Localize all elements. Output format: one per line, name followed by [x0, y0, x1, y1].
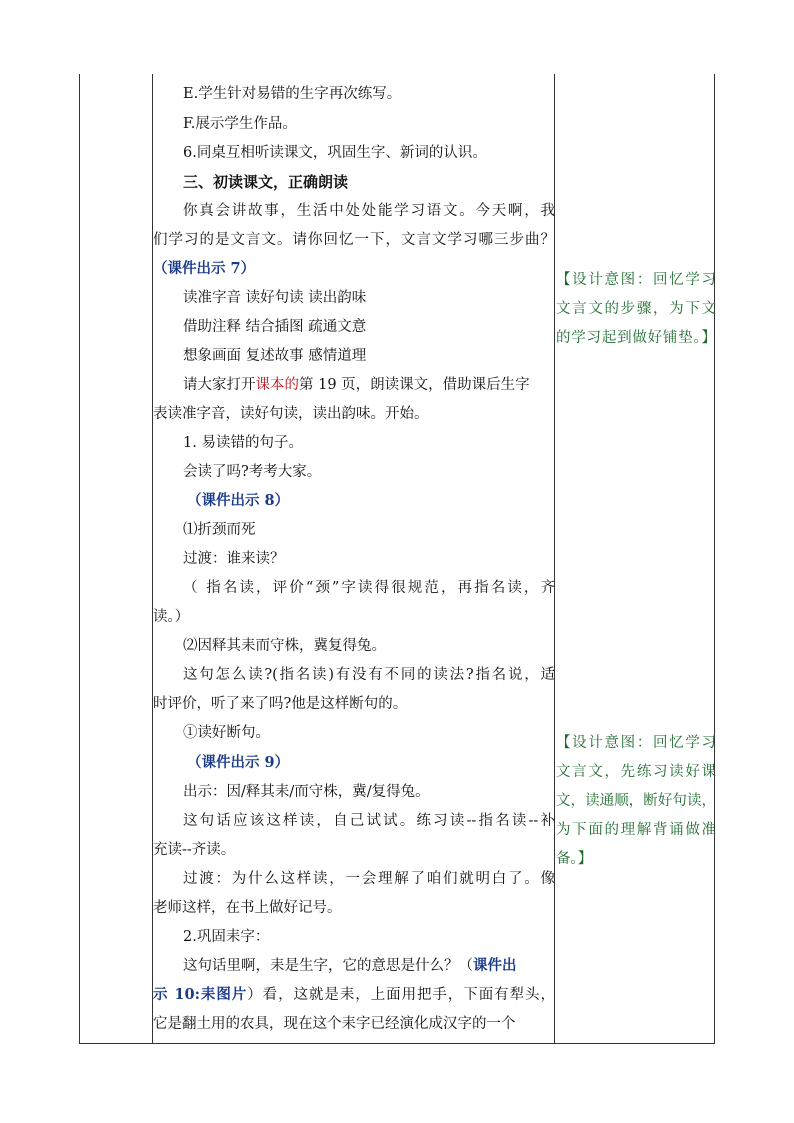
- text-line: E.学生针对易错的生字再次练写。: [183, 86, 402, 102]
- note-line: 【设计意图：回忆学习: [556, 272, 716, 288]
- text-line: 借助注释 结合插图 疏通文意: [183, 319, 367, 335]
- text-line: 们学习的是文言文。请你回忆一下，文言文学习哪三步曲？: [153, 232, 555, 248]
- lesson-plan-table: [79, 74, 715, 1044]
- text-line: 示 10:耒图片）看，这就是耒，上面用把手，下面有犁头，: [153, 986, 555, 1003]
- text-line: 过渡：谁来读？: [183, 551, 285, 567]
- text-line: （ 指名读，评价“颈”字读得很规范，再指名读，齐: [183, 580, 555, 596]
- text-line: 6.同桌互相听读课文，巩固生字、新词的认识。: [183, 145, 487, 161]
- note-line: 文言文，先练习读好课: [556, 764, 716, 780]
- text-line: F.展示学生作品。: [183, 116, 297, 132]
- note-line: 备。】: [556, 851, 593, 867]
- text-line: 请大家打开课本的第 19 页，朗读课文，借助课后生字: [183, 377, 530, 393]
- text-line: 出示：因/释其耒/而守株，冀/复得兔。: [183, 784, 430, 800]
- section-heading: 三、初读课文，正确朗读: [183, 173, 349, 191]
- text-line: 老师这样，在书上做好记号。: [153, 900, 342, 916]
- courseware-cue: （课件出示 7）: [153, 260, 256, 277]
- text-line: 过渡：为什么这样读，一会理解了咱们就明白了。像: [183, 871, 555, 887]
- text-line: 会读了吗?考考大家。: [183, 464, 322, 480]
- text-line: 充读--齐读。: [153, 842, 236, 858]
- text-line: 2.巩固耒字：: [183, 929, 270, 945]
- text-line: ①读好断句。: [183, 725, 270, 741]
- highlighted-text: 课本的: [255, 377, 299, 393]
- note-line: 【设计意图：回忆学习: [556, 735, 716, 751]
- note-line: 文言文的步骤，为下文: [556, 301, 716, 317]
- courseware-cue: 课件出: [473, 957, 517, 974]
- text-line: 想象画面 复述故事 感情道理: [183, 348, 367, 364]
- courseware-cue: （课件出示 8）: [187, 492, 290, 509]
- note-line: 的学习起到做好铺垫。】: [556, 330, 716, 346]
- note-line: 为下面的理解背诵做准: [556, 822, 716, 838]
- text-line: ⑵因释其耒而守株，冀复得兔。: [183, 638, 386, 654]
- text-line: 你真会讲故事，生活中处处能学习语文。今天啊，我: [183, 203, 555, 219]
- text-line: 这句话应该这样读，自己试试。练习读--指名读--补: [183, 813, 555, 829]
- text-line: 这句话里啊，耒是生字，它的意思是什么？（课件出: [183, 957, 517, 974]
- text-line: ⑴折颈而死: [183, 522, 256, 538]
- text-line: 它是翻土用的农具，现在这个耒字已经演化成汉字的一个: [153, 1016, 516, 1032]
- text-line: 1. 易读错的句子。: [183, 435, 303, 451]
- text-line: 这句怎么读?(指名读)有没有不同的读法?指名说，适: [183, 667, 555, 683]
- text-line: 表读准字音，读好句读，读出韵味。开始。: [153, 406, 429, 422]
- note-line: 文，读通顺，断好句读，: [556, 793, 716, 809]
- text-line: 读准字音 读好句读 读出韵味: [183, 290, 367, 306]
- text-line: 时评价，听了来了吗?他是这样断句的。: [153, 696, 408, 712]
- courseware-cue: （课件出示 9）: [187, 754, 290, 771]
- courseware-cue: 示 10:耒图片: [153, 986, 248, 1003]
- text-line: 读。）: [153, 609, 190, 625]
